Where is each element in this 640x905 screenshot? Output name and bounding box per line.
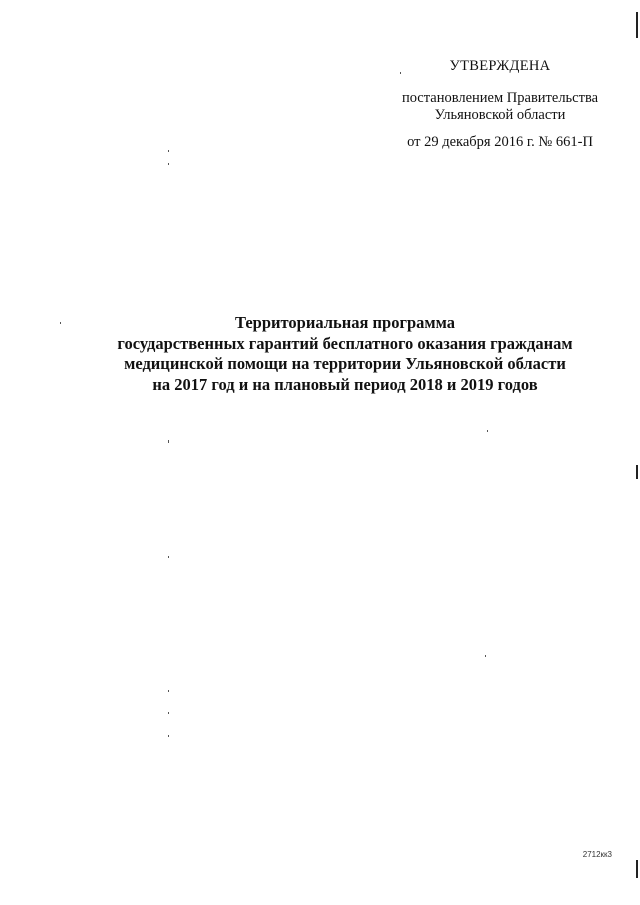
title-line-2: государственных гарантий бесплатного оказания гражданам xyxy=(117,333,573,353)
scan-speck xyxy=(485,655,486,657)
title-line-4: на 2017 год и на плановый период 2018 и 2019 годов xyxy=(152,374,538,394)
footer-code: 2712кк3 xyxy=(582,850,612,859)
scan-speck xyxy=(168,712,169,714)
scan-speck xyxy=(60,322,61,324)
scan-edge-mark xyxy=(636,860,638,878)
decree-date-line: от 29 декабря 2016 г. № 661-П xyxy=(407,134,593,150)
scan-speck xyxy=(168,150,169,152)
scan-speck xyxy=(487,430,488,432)
scan-speck xyxy=(168,556,169,558)
decree-line-2: Ульяновской области xyxy=(434,107,566,123)
scan-speck xyxy=(168,735,169,737)
approval-status: УТВЕРЖДЕНА xyxy=(449,58,551,74)
scan-speck xyxy=(400,72,401,74)
scan-speck xyxy=(168,440,169,443)
document-title xyxy=(60,313,630,395)
scan-speck xyxy=(168,163,169,165)
approval-stamp xyxy=(380,58,620,151)
scan-edge-mark xyxy=(636,465,638,479)
title-line-3: медицинской помощи на территории Ульяновской области xyxy=(124,354,566,373)
scan-edge-mark xyxy=(636,12,638,38)
title-line-1: Территориальная программа xyxy=(234,313,456,332)
scan-speck xyxy=(168,690,169,692)
decree-line-1: постановлением Правительства xyxy=(401,90,599,106)
